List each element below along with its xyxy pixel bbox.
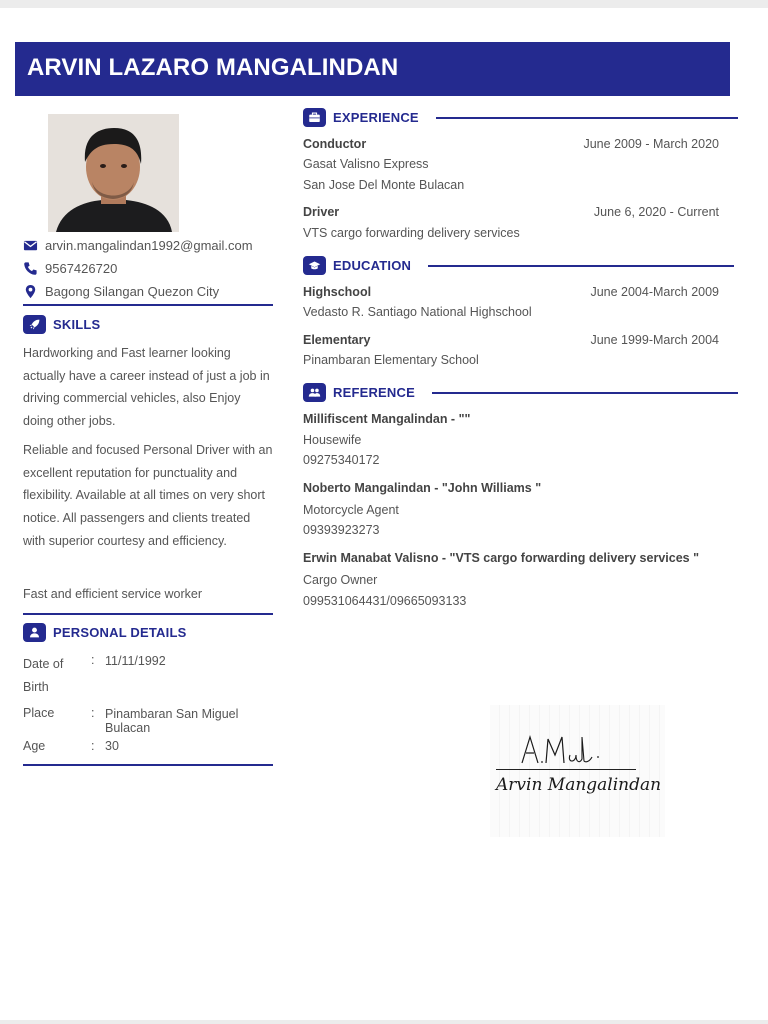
email-text: arvin.mangalindan1992@gmail.com bbox=[45, 238, 253, 253]
graduation-cap-icon bbox=[308, 259, 321, 272]
ref-2-occupation: Motorcycle Agent bbox=[303, 503, 399, 517]
place-value: Pinambaran San Miguel Bulacan bbox=[105, 707, 239, 735]
contact-address bbox=[23, 284, 219, 299]
skills-heading bbox=[23, 315, 100, 334]
ref-3-phone: 099531064431/09665093133 bbox=[303, 594, 467, 608]
ref-1-occupation: Housewife bbox=[303, 433, 362, 447]
education-title: EDUCATION bbox=[333, 258, 412, 273]
signature-scribble bbox=[518, 733, 604, 767]
top-border bbox=[0, 0, 768, 8]
ref-1-name: Millifiscent Mangalindan - "" bbox=[303, 412, 471, 426]
reference-rule bbox=[432, 392, 738, 394]
skills-paragraph-2: Reliable and focused Personal Driver with an excellent reputation for punctuality and flexibility. Available at all times on very short notice. All passengers and clients treated with superior courtesy and efficiency. bbox=[23, 443, 273, 548]
contact-phone bbox=[23, 261, 117, 276]
experience-heading bbox=[303, 108, 738, 127]
skills-divider bbox=[23, 613, 273, 615]
education-heading bbox=[303, 256, 734, 275]
dob-value: 11/11/1992 bbox=[105, 654, 166, 668]
users-icon bbox=[308, 386, 321, 399]
personal-details-heading bbox=[23, 623, 186, 642]
education-rule bbox=[428, 265, 734, 267]
reference-title: REFERENCE bbox=[333, 385, 415, 400]
exp-2-dates: June 6, 2020 - Current bbox=[593, 205, 719, 219]
ref-2-phone: 09393923273 bbox=[303, 523, 380, 537]
contact-email bbox=[23, 238, 253, 253]
name-banner bbox=[15, 42, 730, 96]
user-icon bbox=[28, 626, 41, 639]
experience-rule bbox=[436, 117, 738, 119]
map-pin-icon bbox=[23, 284, 38, 299]
phone-icon bbox=[23, 261, 38, 276]
skills-paragraph-3: Fast and efficient service worker bbox=[23, 587, 203, 601]
exp-1-location: San Jose Del Monte Bulacan bbox=[303, 178, 465, 192]
edu-1-school: Vedasto R. Santiago National Highschool bbox=[303, 305, 532, 319]
edu-2-dates: June 1999-March 2004 bbox=[590, 333, 719, 347]
edu-1-dates: June 2004-March 2009 bbox=[590, 285, 719, 299]
reference-heading bbox=[303, 383, 738, 402]
personal-details-title: PERSONAL DETAILS bbox=[53, 625, 187, 640]
dob-label: Date of Birth bbox=[23, 657, 64, 694]
ref-3-name: Erwin Manabat Valisno - "VTS cargo forwarding delivery services " bbox=[303, 551, 700, 565]
skills-paragraph-1: Hardworking and Fast learner looking actually have a career instead of just a job in driving commercial vehicles, also Enjoy doing other jobs. bbox=[23, 346, 270, 429]
exp-2-role: Driver bbox=[303, 205, 340, 219]
ref-1-phone: 09275340172 bbox=[303, 453, 380, 467]
age-label: Age bbox=[23, 739, 46, 753]
edu-1-level: Highschool bbox=[303, 285, 372, 299]
ref-3-occupation: Cargo Owner bbox=[303, 573, 378, 587]
place-label: Place bbox=[23, 706, 55, 720]
skills-title: SKILLS bbox=[53, 317, 101, 332]
edu-2-school: Pinambaran Elementary School bbox=[303, 353, 479, 367]
signature-line bbox=[496, 769, 636, 770]
exp-2-company: VTS cargo forwarding delivery services bbox=[303, 226, 520, 240]
address-text: Bagong Silangan Quezon City bbox=[45, 284, 220, 299]
ref-2-name: Noberto Mangalindan - "John Williams " bbox=[303, 481, 542, 495]
rocket-icon bbox=[28, 318, 41, 331]
exp-1-company: Gasat Valisno Express bbox=[303, 157, 429, 171]
place-colon: : bbox=[91, 706, 95, 720]
dob-colon: : bbox=[91, 653, 95, 667]
exp-1-role: Conductor bbox=[303, 137, 367, 151]
age-colon: : bbox=[91, 739, 95, 753]
bottom-border bbox=[0, 1020, 768, 1024]
contact-divider bbox=[23, 304, 273, 306]
signature bbox=[490, 705, 665, 837]
exp-1-dates: June 2009 - March 2020 bbox=[583, 137, 719, 151]
age-value: 30 bbox=[105, 739, 119, 753]
resume-name: ARVIN LAZARO MANGALINDAN bbox=[27, 54, 399, 81]
experience-title: EXPERIENCE bbox=[333, 110, 419, 125]
edu-2-level: Elementary bbox=[303, 333, 371, 347]
personal-details-divider bbox=[23, 764, 273, 766]
signature-name: Arvin Mangalindan bbox=[496, 775, 662, 795]
phone-text: 9567426720 bbox=[45, 261, 118, 276]
briefcase-icon bbox=[308, 111, 321, 124]
profile-photo bbox=[48, 114, 179, 232]
envelope-icon bbox=[23, 238, 38, 253]
